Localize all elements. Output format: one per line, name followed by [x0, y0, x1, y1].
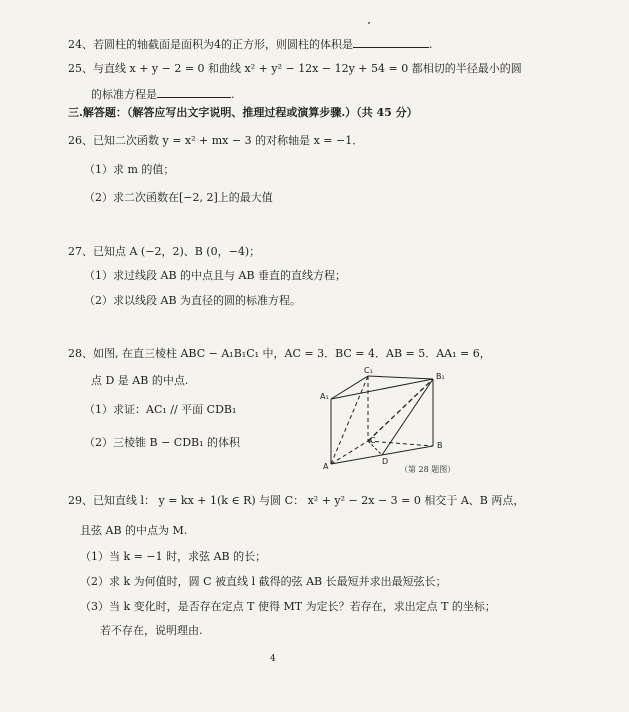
edge-ac1 — [331, 376, 368, 464]
q29-part2: （2）求 k 为何值时，圆 C 被直线 l 截得的弦 AB 长最短并求出最短弦长； — [80, 575, 447, 588]
label-b1: B₁ — [436, 372, 445, 381]
edge-db1 — [382, 379, 433, 455]
q24-text: 24、若圆柱的轴截面是面积为4的正方形，则圆柱的体积是 — [68, 38, 353, 51]
q25-line1: 25、与直线 x + y − 2 = 0 和曲线 x² + y² − 12x − 12y + 54 = 0 都相切的半径最小的圆 — [68, 62, 522, 75]
q24-answer-blank — [353, 36, 429, 48]
prism-diagram — [318, 366, 468, 476]
q28-part1: （1）求证：AC₁ // 平面 CDB₁ — [84, 403, 237, 416]
page-number: 4 — [270, 654, 276, 664]
label-c1: C₁ — [364, 366, 373, 375]
q29-part3: （3）当 k 变化时，是否存在定点 T 使得 MT 为定长？若存在，求出定点 T 的坐标； — [80, 600, 496, 613]
edge-cb1 — [368, 379, 433, 441]
q25-line2 — [91, 86, 235, 102]
scan-speck — [368, 22, 370, 24]
figure-caption: （第 28 题图） — [400, 465, 456, 474]
edge-c1b1 — [368, 376, 433, 379]
q25-tail: . — [231, 88, 235, 101]
question-24 — [68, 36, 433, 52]
q27-stem: 27、已知点 A (−2，2)、B (0，−4)； — [68, 245, 261, 258]
q26-stem: 26、已知二次函数 y = x² + mx − 3 的对称轴是 x = −1． — [68, 134, 364, 147]
q25-text: 的标准方程是 — [91, 88, 157, 101]
q25-answer-blank — [157, 86, 231, 98]
q28-part2: （2）三棱锥 B − CDB₁ 的体积 — [84, 436, 241, 449]
section-3-heading: 三.解答题：（解答应写出文字说明、推理过程或演算步骤.）（共 45 分） — [68, 106, 418, 119]
q29-part1: （1）当 k = −1 时，求弦 AB 的长； — [80, 550, 267, 563]
label-a1: A₁ — [320, 392, 329, 401]
label-a: A — [323, 462, 329, 471]
q27-part2: （2）求以线段 AB 为直径的圆的标准方程。 — [84, 294, 302, 307]
label-b: B — [437, 441, 443, 450]
label-c: C — [370, 436, 376, 445]
edge-cb — [368, 441, 433, 446]
q26-part2: （2）求二次函数在[−2, 2]上的最大值 — [84, 191, 273, 204]
q27-part1: （1）求过线段 AB 的中点且与 AB 垂直的直线方程； — [84, 269, 347, 282]
q28-line2: 点 D 是 AB 的中点. — [91, 374, 189, 387]
prism-figure — [318, 366, 468, 476]
label-d: D — [382, 457, 389, 466]
q28-stem: 28、如图, 在直三棱柱 ABC − A₁B₁C₁ 中，AC = 3．BC = 4．AB = 5．AA₁ = 6， — [68, 347, 491, 360]
q24-tail: . — [429, 38, 433, 51]
q26-part1: （1）求 m 的值； — [84, 163, 175, 176]
q29-stem: 29、已知直线 l： y = kx + 1(k ∈ R) 与圆 C： x² + y² − 2x − 3 = 0 相交于 A、B 两点， — [68, 494, 525, 507]
q29-part3-cont: 若不存在，说明理由. — [100, 624, 203, 637]
q29-line2: 且弦 AB 的中点为 M. — [80, 524, 188, 537]
